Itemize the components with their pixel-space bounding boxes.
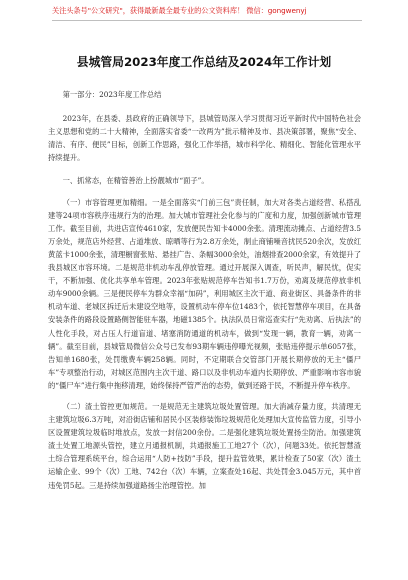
header-banner: 关注头条号"公文研究"，获得最新最全最专业的公文资料库！ 微信：gongwenyj bbox=[52, 6, 307, 15]
market-management-paragraph: （一）市容管理更加精细。一是全面落实“门前三包”责任制，加大对各类占道经营、私搭乱建等24项市容秩序违规行为的治理。加大城市管理社会化参与的广度和力度，加强创新城市管理工作。截至目前，共进店宣传4610家，发放便民告知卡4000余张。清理流动摊点、占道经营3.5万余处，规范店外经营、占道堆放、晾晒等行为2.8万余处，制止商铺噪音扰民520余次，发放红黄蓝卡1000余张，清理橱窗张贴、悬挂广告、条幅3000余处，油烟排查2000余家，有效提升了我县城区市容环境。二是规范非机动车乱停放管理。通过开展深入调查，听民声，解民忧，促实干，不断加强、优化共享单车管理。2023年张贴规范停车告知书1.7万份，劝离及规范停放非机动车9000余辆。三是便民停车为群众幸福“加码”，利用城区主次干道、商业街区、具备条件的非机动车道、老城区拆迁后未建设空地等，设置机动车停车位1483个，依托智慧停车项目，在具备安装条件的路段设置路侧智能驻车器，地磁1385个。执法队员日常巡查实行“先劝离、后执法”的人性化手段，对占压人行道盲道、堵塞消防通道的机动车，做到“发现一辆，教育一辆，劝离一辆”。截至目前，县城管局微信公众号已发布93期车辆违停曝光视频，张贴违停提示单6057张，告知单1680张，处罚缴费车辆258辆。同时，不定期联合交管部门开展长期停放的无主“僵尸车”专项整治行动，对城区范围内主次干道、路口以及非机动车道内长期停放、严重影响市容市貌的“僵尸车”进行集中拖移清理，始终保持严管严治的态势，做到还路于民，不断提升停车秩序。 bbox=[48, 197, 361, 390]
intro-paragraph: 2023年，在县委、县政府的正确领导下，县城管局深入学习贯彻习近平新时代中国特色社会主义思想和党的二十大精神，全面落实省委“一改两为”批示精神及市、县决策部署，聚焦“安全、清洁、有序、便民”目标，创新工作思路，强化工作举措，城市科学化、精细化、智能化管理水平持续提升。 bbox=[48, 114, 361, 163]
header-rule bbox=[52, 20, 362, 21]
document-title: 县城管局2023年度工作总结及2024年工作计划 bbox=[76, 55, 332, 69]
waste-control-paragraph: （二）渣土管控更加规范。一是规范无主建筑垃圾处置管理。加大消减存量力度，共清理无主建筑垃圾6.3万吨，对沿街店铺和居民小区装修装饰垃圾规范化处理加大宣传监管力度，引导小区设置建筑垃圾临时堆放点，发放一封信200余份。二是强化建筑垃圾处置扬尘防治。加强建筑渣土处置工地源头管控，建立月通报机制，共通报施工工地27个（次），问题33处。依托智慧渣土综合管理系统平台，综合运用“人防+技防”手段，提升监管效果，累计检查了50家（次）渣土运输企业、99个（次）工地、742台（次）车辆，立案查处16起、共处罚金3.045万元，其中首违免罚5起。三是持续加强道路扬尘治理管控。加 bbox=[48, 401, 361, 490]
document-body bbox=[48, 88, 361, 492]
section-heading: 第一部分：2023年度工作总结 bbox=[62, 90, 162, 99]
part-one-heading: 一、抓常态，在精管善治上扮靓城市“面子”。 bbox=[62, 176, 209, 186]
